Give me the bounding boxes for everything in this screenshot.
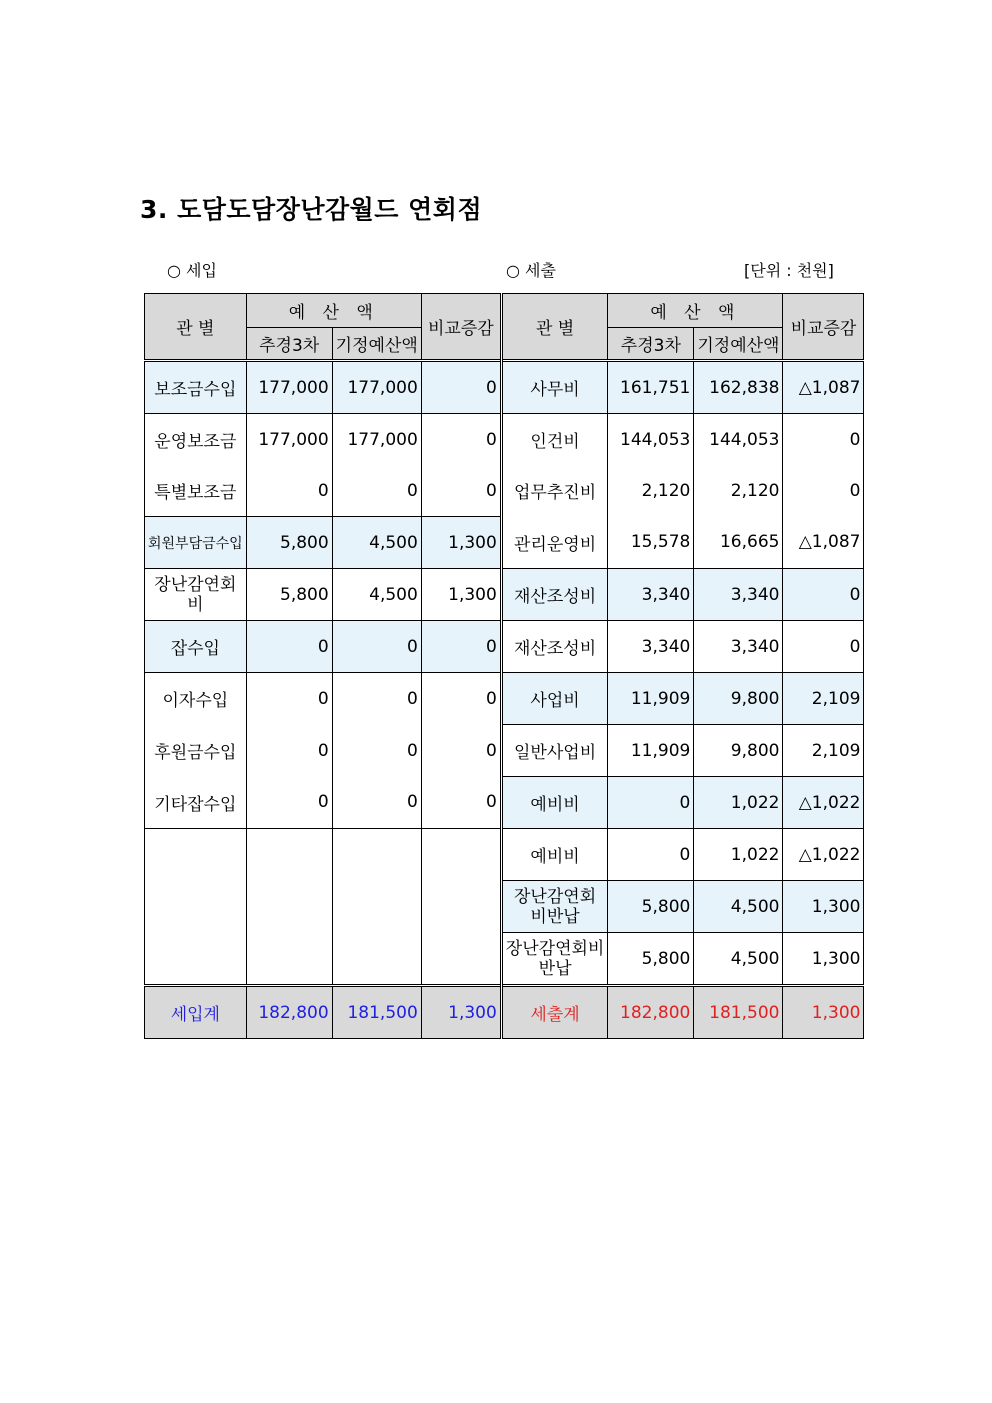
expense-revised-cell: 2,120 xyxy=(608,465,694,517)
income-revised-cell: 0 xyxy=(246,777,332,829)
expense-existing-cell: 4,500 xyxy=(694,881,783,933)
income-existing-cell: 0 xyxy=(332,621,421,673)
empty-income-cell xyxy=(246,829,332,986)
expense-name-cell: 업무추진비 xyxy=(501,465,608,517)
income-diff-cell: 0 xyxy=(421,465,501,517)
empty-income-cell xyxy=(145,829,247,986)
expense-name-cell: 일반사업비 xyxy=(501,725,608,777)
expense-revised-cell: 3,340 xyxy=(608,569,694,621)
expense-existing-header: 기정예산액 xyxy=(694,328,783,361)
totals-row xyxy=(145,986,864,1039)
income-name-cell: 특별보조금 xyxy=(145,465,247,517)
expense-existing-cell: 9,800 xyxy=(694,725,783,777)
expense-revised-cell: 161,751 xyxy=(608,361,694,414)
income-existing-cell: 177,000 xyxy=(332,414,421,466)
income-total-revised: 182,800 xyxy=(246,986,332,1039)
income-existing-cell: 177,000 xyxy=(332,361,421,414)
unit-caption: [단위 : 천원] xyxy=(744,261,834,280)
income-name-cell: 운영보조금 xyxy=(145,414,247,466)
income-name-cell: 보조금수입 xyxy=(145,361,247,414)
expense-revised-cell: 11,909 xyxy=(608,673,694,725)
income-existing-cell: 4,500 xyxy=(332,569,421,621)
expense-name-cell: 예비비 xyxy=(501,777,608,829)
expense-existing-cell: 16,665 xyxy=(694,517,783,569)
expense-revised-cell: 15,578 xyxy=(608,517,694,569)
expense-category-header: 관 별 xyxy=(501,294,608,361)
income-caption: ○ 세입 xyxy=(167,261,217,280)
income-existing-cell: 4,500 xyxy=(332,517,421,569)
table-row xyxy=(145,673,864,725)
income-total-existing: 181,500 xyxy=(332,986,421,1039)
expense-revised-cell: 5,800 xyxy=(608,881,694,933)
income-revised-cell: 0 xyxy=(246,465,332,517)
expense-budget-header: 예 산 액 xyxy=(608,294,783,328)
table-row xyxy=(145,829,864,881)
income-revised-cell: 5,800 xyxy=(246,517,332,569)
income-category-header: 관 별 xyxy=(145,294,247,361)
income-revised-header: 추경3차 xyxy=(246,328,332,361)
table-row xyxy=(145,517,864,569)
income-revised-cell: 5,800 xyxy=(246,569,332,621)
income-diff-cell: 1,300 xyxy=(421,517,501,569)
income-revised-cell: 177,000 xyxy=(246,361,332,414)
table-row xyxy=(145,414,864,466)
income-budget-header: 예 산 액 xyxy=(246,294,421,328)
income-revised-cell: 0 xyxy=(246,725,332,777)
expense-name-cell: 인건비 xyxy=(501,414,608,466)
table-row xyxy=(145,465,864,517)
income-existing-cell: 0 xyxy=(332,777,421,829)
income-diff-cell: 0 xyxy=(421,414,501,466)
expense-revised-cell: 0 xyxy=(608,829,694,881)
empty-income-cell xyxy=(332,829,421,986)
expense-name-cell: 사무비 xyxy=(501,361,608,414)
expense-existing-cell: 1,022 xyxy=(694,829,783,881)
budget-table xyxy=(144,293,864,1039)
expense-diff-cell: △1,022 xyxy=(783,829,864,881)
expense-diff-cell: 0 xyxy=(783,414,864,466)
table-row xyxy=(145,361,864,414)
income-revised-cell: 177,000 xyxy=(246,414,332,466)
income-existing-cell: 0 xyxy=(332,725,421,777)
income-diff-cell: 0 xyxy=(421,777,501,829)
income-diff-cell: 0 xyxy=(421,725,501,777)
expense-revised-cell: 144,053 xyxy=(608,414,694,466)
income-name-cell: 장난감연회 비 xyxy=(145,569,247,621)
expense-revised-cell: 11,909 xyxy=(608,725,694,777)
page-title: 3. 도담도담장난감월드 연회점 xyxy=(140,195,483,224)
empty-income-cell xyxy=(421,829,501,986)
expense-existing-cell: 144,053 xyxy=(694,414,783,466)
expense-revised-cell: 5,800 xyxy=(608,933,694,986)
expense-revised-cell: 0 xyxy=(608,777,694,829)
expense-diff-cell: △1,087 xyxy=(783,361,864,414)
expense-total-diff: 1,300 xyxy=(783,986,864,1039)
expense-diff-cell: △1,087 xyxy=(783,517,864,569)
expense-name-cell: 재산조성비 xyxy=(501,569,608,621)
expense-diff-cell: 2,109 xyxy=(783,673,864,725)
income-existing-cell: 0 xyxy=(332,465,421,517)
income-diff-header: 비교증감 xyxy=(421,294,501,361)
income-diff-cell: 0 xyxy=(421,673,501,725)
expense-existing-cell: 3,340 xyxy=(694,621,783,673)
income-name-cell: 잡수입 xyxy=(145,621,247,673)
table-row xyxy=(145,569,864,621)
expense-revised-cell: 3,340 xyxy=(608,621,694,673)
income-diff-cell: 1,300 xyxy=(421,569,501,621)
expense-diff-cell: 2,109 xyxy=(783,725,864,777)
expense-caption: ○ 세출 xyxy=(506,261,556,280)
expense-diff-cell: 0 xyxy=(783,621,864,673)
expense-name-cell: 재산조성비 xyxy=(501,621,608,673)
table-row xyxy=(145,621,864,673)
expense-diff-cell: 1,300 xyxy=(783,933,864,986)
expense-existing-cell: 4,500 xyxy=(694,933,783,986)
income-name-cell: 이자수입 xyxy=(145,673,247,725)
income-existing-header: 기정예산액 xyxy=(332,328,421,361)
income-revised-cell: 0 xyxy=(246,673,332,725)
income-name-cell: 후원금수입 xyxy=(145,725,247,777)
table-row xyxy=(145,777,864,829)
income-existing-cell: 0 xyxy=(332,673,421,725)
expense-total-existing: 181,500 xyxy=(694,986,783,1039)
expense-name-cell: 장난감연회비 반납 xyxy=(501,933,608,986)
income-diff-cell: 0 xyxy=(421,361,501,414)
expense-diff-cell: △1,022 xyxy=(783,777,864,829)
income-name-cell: 기타잡수입 xyxy=(145,777,247,829)
income-total-label: 세입계 xyxy=(145,986,247,1039)
expense-existing-cell: 2,120 xyxy=(694,465,783,517)
expense-name-cell: 장난감연회 비반납 xyxy=(501,881,608,933)
expense-diff-cell: 0 xyxy=(783,465,864,517)
expense-total-revised: 182,800 xyxy=(608,986,694,1039)
income-total-diff: 1,300 xyxy=(421,986,501,1039)
expense-existing-cell: 1,022 xyxy=(694,777,783,829)
expense-existing-cell: 9,800 xyxy=(694,673,783,725)
expense-total-label: 세출계 xyxy=(501,986,608,1039)
expense-name-cell: 사업비 xyxy=(501,673,608,725)
expense-revised-header: 추경3차 xyxy=(608,328,694,361)
income-diff-cell: 0 xyxy=(421,621,501,673)
expense-existing-cell: 162,838 xyxy=(694,361,783,414)
expense-name-cell: 관리운영비 xyxy=(501,517,608,569)
expense-diff-cell: 1,300 xyxy=(783,881,864,933)
income-name-cell: 회원부담금수입 xyxy=(145,517,247,569)
expense-name-cell: 예비비 xyxy=(501,829,608,881)
income-revised-cell: 0 xyxy=(246,621,332,673)
table-row xyxy=(145,725,864,777)
expense-diff-cell: 0 xyxy=(783,569,864,621)
expense-diff-header: 비교증감 xyxy=(783,294,864,361)
expense-existing-cell: 3,340 xyxy=(694,569,783,621)
